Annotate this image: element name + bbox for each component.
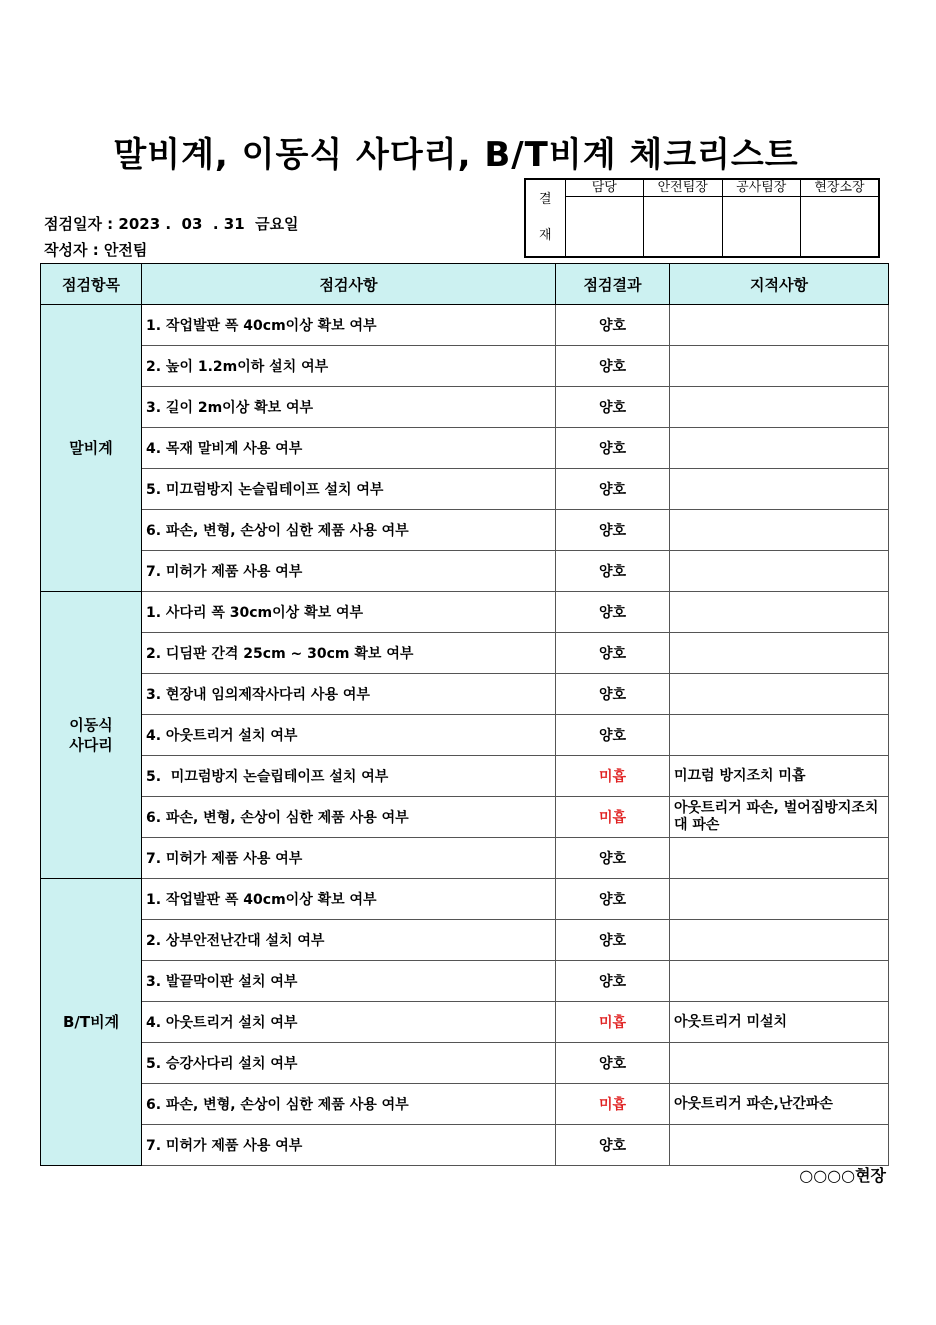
checklist-body xyxy=(41,305,889,1166)
table-row xyxy=(41,1043,889,1084)
check-note[interactable] xyxy=(670,510,889,551)
table-row xyxy=(41,428,889,469)
check-result[interactable]: 양호 xyxy=(556,715,670,756)
table-row xyxy=(41,797,889,838)
check-item: 2. 높이 1.2m이하 설치 여부 xyxy=(142,346,556,387)
category-label: 말비계 xyxy=(69,439,113,457)
signature-cell[interactable] xyxy=(565,197,644,258)
table-row xyxy=(41,305,889,346)
check-item: 1. 작업발판 폭 40cm이상 확보 여부 xyxy=(142,305,556,346)
check-result[interactable]: 양호 xyxy=(556,961,670,1002)
check-note[interactable] xyxy=(670,715,889,756)
check-note[interactable]: 아웃트리거 미설치 xyxy=(670,1002,889,1043)
check-item: 2. 상부안전난간대 설치 여부 xyxy=(142,920,556,961)
check-result[interactable]: 미흡 xyxy=(556,756,670,797)
page-title: 말비계, 이동식 사다리, B/T비계 체크리스트 xyxy=(113,135,799,175)
header-item: 점검사항 xyxy=(142,264,556,305)
table-row xyxy=(41,674,889,715)
check-result[interactable]: 양호 xyxy=(556,551,670,592)
category-cell xyxy=(41,305,142,592)
check-note[interactable]: 아웃트리거 파손,난간파손 xyxy=(670,1084,889,1125)
table-row xyxy=(41,1125,889,1166)
approval-label xyxy=(525,179,565,257)
check-result[interactable]: 양호 xyxy=(556,920,670,961)
check-item: 5. 미끄럼방지 논슬립테이프 설치 여부 xyxy=(142,469,556,510)
check-result[interactable]: 양호 xyxy=(556,428,670,469)
check-item: 4. 목재 말비계 사용 여부 xyxy=(142,428,556,469)
check-note[interactable] xyxy=(670,961,889,1002)
check-result[interactable]: 양호 xyxy=(556,1043,670,1084)
approval-label-bottom: 재 xyxy=(538,228,552,243)
check-result[interactable]: 양호 xyxy=(556,469,670,510)
category-label: 이동식 xyxy=(69,716,113,734)
signature-cell[interactable] xyxy=(801,197,880,258)
check-result[interactable]: 양호 xyxy=(556,592,670,633)
check-item: 1. 사다리 폭 30cm이상 확보 여부 xyxy=(142,592,556,633)
check-item: 6. 파손, 변형, 손상이 심한 제품 사용 여부 xyxy=(142,797,556,838)
table-row xyxy=(41,551,889,592)
check-result[interactable]: 양호 xyxy=(556,633,670,674)
check-note[interactable] xyxy=(670,551,889,592)
check-note[interactable]: 아웃트리거 파손, 벌어짐방지조치대 파손 xyxy=(670,797,889,838)
check-item: 7. 미허가 제품 사용 여부 xyxy=(142,551,556,592)
category-label: 사다리 xyxy=(69,736,113,754)
check-result[interactable]: 양호 xyxy=(556,674,670,715)
check-result[interactable]: 양호 xyxy=(556,305,670,346)
check-item: 3. 현장내 임의제작사다리 사용 여부 xyxy=(142,674,556,715)
check-item: 4. 아웃트리거 설치 여부 xyxy=(142,1002,556,1043)
check-result[interactable]: 양호 xyxy=(556,1125,670,1166)
check-item: 6. 파손, 변형, 손상이 심한 제품 사용 여부 xyxy=(142,1084,556,1125)
check-item: 6. 파손, 변형, 손상이 심한 제품 사용 여부 xyxy=(142,510,556,551)
table-row xyxy=(41,346,889,387)
header-note: 지적사항 xyxy=(670,264,889,305)
check-item: 7. 미허가 제품 사용 여부 xyxy=(142,1125,556,1166)
table-row xyxy=(41,1084,889,1125)
check-result[interactable]: 미흡 xyxy=(556,1002,670,1043)
approval-role: 현장소장 xyxy=(801,179,880,197)
check-item: 4. 아웃트리거 설치 여부 xyxy=(142,715,556,756)
check-result[interactable]: 양호 xyxy=(556,346,670,387)
check-note[interactable] xyxy=(670,346,889,387)
check-note[interactable] xyxy=(670,879,889,920)
check-note[interactable] xyxy=(670,920,889,961)
check-result[interactable]: 양호 xyxy=(556,838,670,879)
approval-label-top: 결 xyxy=(538,192,552,207)
table-row xyxy=(41,715,889,756)
category-cell xyxy=(41,592,142,879)
inspection-date: 점검일자 : 2023 . 03 . 31 금요일 xyxy=(44,215,299,233)
table-row xyxy=(41,879,889,920)
approval-role: 안전팀장 xyxy=(644,179,723,197)
table-row xyxy=(41,756,889,797)
check-note[interactable] xyxy=(670,838,889,879)
check-result[interactable]: 미흡 xyxy=(556,797,670,838)
check-item: 3. 길이 2m이상 확보 여부 xyxy=(142,387,556,428)
check-note[interactable] xyxy=(670,469,889,510)
check-result[interactable]: 양호 xyxy=(556,510,670,551)
check-note[interactable] xyxy=(670,1125,889,1166)
category-cell xyxy=(41,879,142,1166)
approval-role: 공사팀장 xyxy=(722,179,801,197)
check-note[interactable]: 미끄럼 방지조치 미흡 xyxy=(670,756,889,797)
table-row xyxy=(41,592,889,633)
signature-cell[interactable] xyxy=(722,197,801,258)
table-row xyxy=(41,838,889,879)
approval-role: 담당 xyxy=(565,179,644,197)
check-item: 5. 미끄럼방지 논슬립테이프 설치 여부 xyxy=(142,756,556,797)
table-row xyxy=(41,1002,889,1043)
check-result[interactable]: 양호 xyxy=(556,387,670,428)
approval-box xyxy=(524,178,880,258)
table-row xyxy=(41,920,889,961)
check-item: 1. 작업발판 폭 40cm이상 확보 여부 xyxy=(142,879,556,920)
table-row xyxy=(41,387,889,428)
signature-cell[interactable] xyxy=(644,197,723,258)
site-name: ○○○○현장 xyxy=(799,1166,886,1185)
check-item: 2. 디딤판 간격 25cm ~ 30cm 확보 여부 xyxy=(142,633,556,674)
check-note[interactable] xyxy=(670,305,889,346)
check-note[interactable] xyxy=(670,633,889,674)
check-note[interactable] xyxy=(670,1043,889,1084)
check-result[interactable]: 양호 xyxy=(556,879,670,920)
table-row xyxy=(41,961,889,1002)
check-item: 7. 미허가 제품 사용 여부 xyxy=(142,838,556,879)
check-note[interactable] xyxy=(670,387,889,428)
check-item: 5. 승강사다리 설치 여부 xyxy=(142,1043,556,1084)
table-row xyxy=(41,633,889,674)
author: 작성자 : 안전팀 xyxy=(44,241,148,259)
check-note[interactable] xyxy=(670,428,889,469)
checklist-table xyxy=(40,263,889,1166)
table-row xyxy=(41,469,889,510)
check-item: 3. 발끝막이판 설치 여부 xyxy=(142,961,556,1002)
table-header-row xyxy=(41,264,889,305)
check-note[interactable] xyxy=(670,674,889,715)
category-label: B/T비계 xyxy=(62,1013,120,1031)
header-category: 점검항목 xyxy=(41,264,142,305)
table-row xyxy=(41,510,889,551)
header-result: 점검결과 xyxy=(556,264,670,305)
check-note[interactable] xyxy=(670,592,889,633)
check-result[interactable]: 미흡 xyxy=(556,1084,670,1125)
